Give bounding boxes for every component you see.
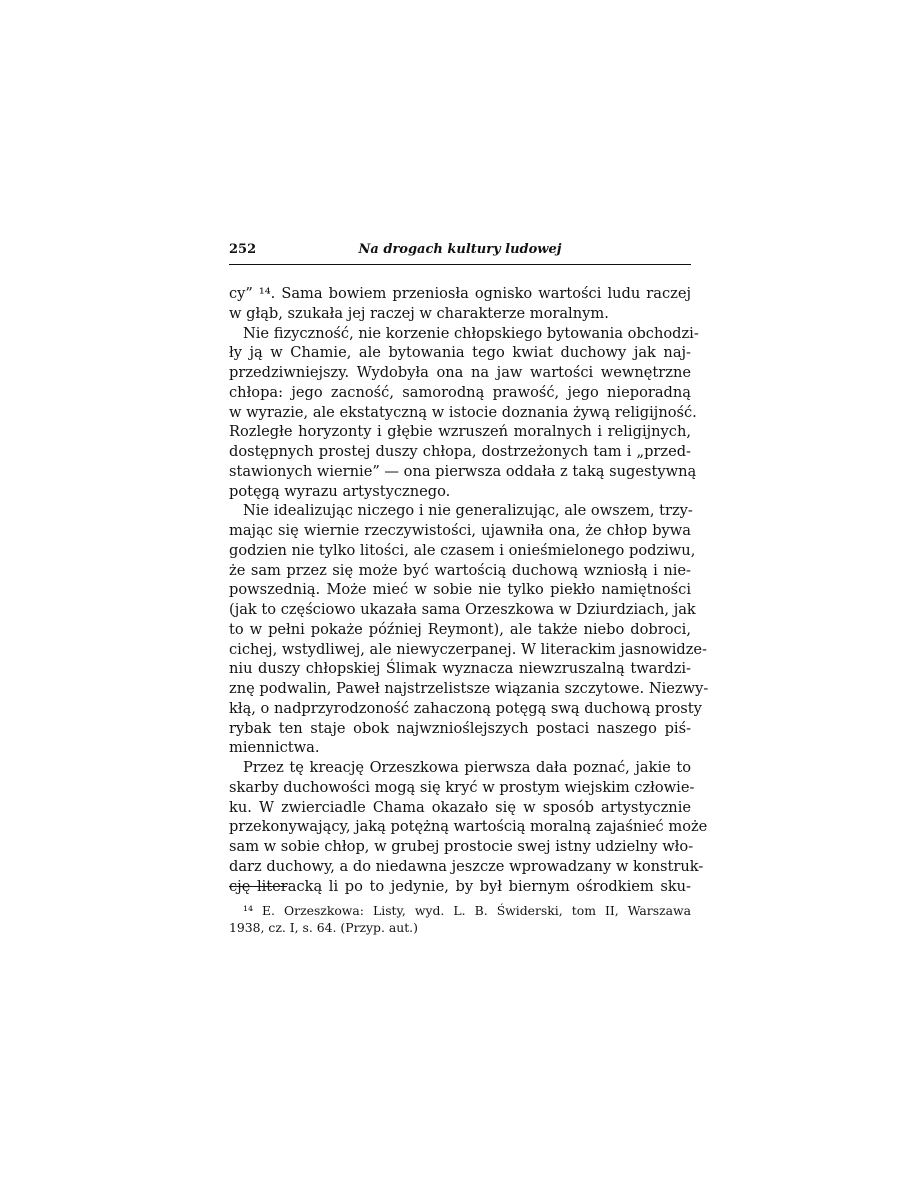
text-line: Rozległe horyzonty i głębie wzruszeń moralnych i religijnych, [229,423,691,441]
text-line: znę podwalin, Paweł najstrzelistsze wiązania szczytowe. Niezwy- [229,680,709,697]
text-line: powszednią. Może mieć w sobie nie tylko piekło namiętności [229,581,691,599]
text-line: stawionych wiernie” — ona pierwsza oddała z taką sugestywną [229,462,697,480]
footnote-divider [229,886,287,887]
text-line: Nie idealizując niczego i nie generalizując, ale owszem, trzy- [243,502,693,520]
text-line: cichej, wstydliwej, ale niewyczerpanej. W literackim jasnowidze- [229,640,707,658]
text-line: rybak ten staje obok najwznioślejszych postaci naszego piś- [229,719,691,737]
text-line: że sam przez się może być wartością duchową wzniosłą i nie- [229,561,691,579]
main-text [229,284,709,896]
text-line: to w pełni pokaże później Reymont), ale także niebo dobroci, [229,620,691,638]
text-line: kłą, o nadprzyrodzoność zahaczoną potęgą swą duchową prosty [229,699,702,717]
text-line: niu duszy chłopskiej Ślimak wyznacza niewzruszalną twardzi- [229,660,691,678]
text-line: godzien nie tylko litości, ale czasem i onieśmielonego podziwu, [229,541,696,559]
text-line: Nie fizyczność, nie korzenie chłopskiego bytowania obchodzi- [243,324,699,342]
footnote-line: 1938, cz. I, s. 64. (Przyp. aut.) [229,920,418,935]
running-title: Na drogach kultury ludowej [358,242,562,257]
text-line: skarby duchowości mogą się kryć w prostym wiejskim człowie- [229,778,695,796]
footnote [229,902,691,936]
text-line: miennictwa. [229,739,320,757]
page-number: 252 [229,242,257,257]
text-line: potęgą wyrazu artystycznego. [229,482,451,500]
text-line: ku. W zwierciadle Chama okazało się w sposób artystycznie [229,798,691,816]
text-line: przedziwniejszy. Wydobyła ona na jaw wartości wewnętrzne [229,364,691,381]
text-line: ły ją w Chamie, ale bytowania tego kwiat duchowy jak naj- [229,344,691,362]
footnote-line: ¹⁴ E. Orzeszkowa: Listy, wyd. L. B. Świderski, tom II, Warszawa [243,903,691,918]
text-line: Przez tę kreację Orzeszkowa pierwsza dała poznać, jakie to [243,759,691,776]
text-line: przekonywający, jaką potężną wartością moralną zajaśnieć może [229,818,708,836]
text-line: cy” ¹⁴. Sama bowiem przeniosła ognisko wartości ludu raczej [229,285,691,302]
text-line: w wyrazie, ale ekstatyczną w istocie doznania żywą religijność. [229,403,697,421]
text-line: (jak to częściowo ukazała sama Orzeszkowa w Dziurdziach, jak [229,601,696,618]
text-line: darz duchowy, a do niedawna jeszcze wprowadzany w konstruk- [229,857,704,875]
page-header [229,240,691,265]
text-line: dostępnych prostej duszy chłopa, dostrzeżonych tam i „przed- [229,443,691,460]
text-line: cję literacką li po to jedynie, by był biernym ośrodkiem sku- [229,877,691,895]
text-line: w głąb, szukała jej raczej w charakterze moralnym. [229,304,609,322]
text-line: sam w sobie chłop, w grubej prostocie swej istny udzielny wło- [229,838,694,855]
text-line: mając się wiernie rzeczywistości, ujawniła ona, że chłop bywa [229,522,691,539]
text-line: chłopa: jego zacność, samorodną prawość, jego nieporadną [229,383,691,401]
